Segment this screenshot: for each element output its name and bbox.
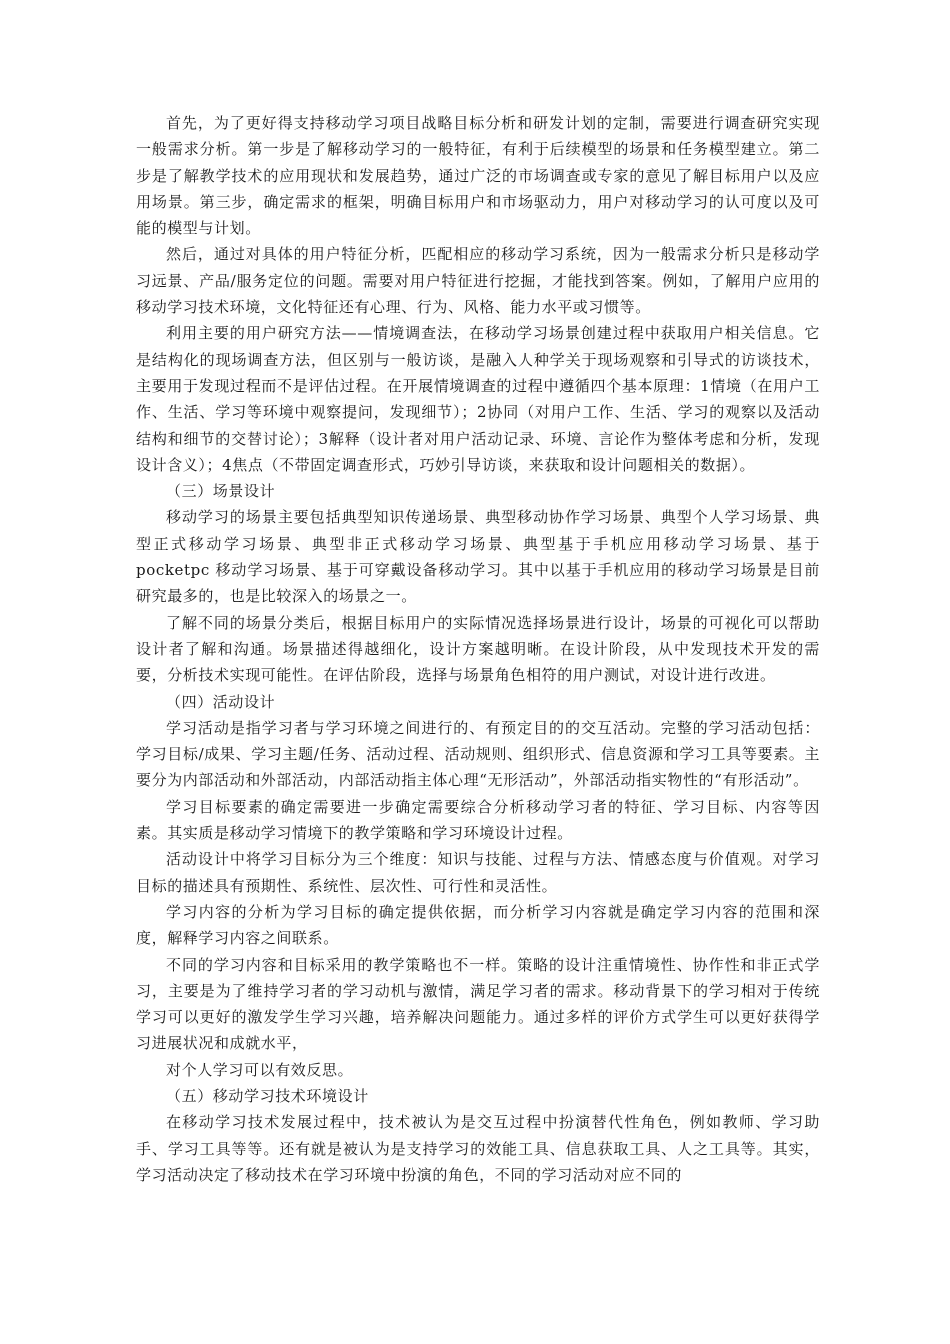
paragraph-goal-dimensions: 活动设计中将学习目标分为三个维度：知识与技能、过程与方法、情感态度与价值观。对学习目标的描述具有预期性、系统性、层次性、可行性和灵活性。: [136, 850, 820, 895]
section-heading-tech-environment: （五）移动学习技术环境设计: [166, 1086, 369, 1105]
paragraph-general-needs-analysis: 首先，为了更好得支持移动学习项目战略目标分析和研发计划的定制，需要进行调查研究实现一般需求分析。第一步是了解移动学习的一般特征，有利于后续模型的场景和任务模型建立。第二步是了解教学技术的应用现状和发展趋势，通过广泛的市场调查或专家的意见了解目标用户以及应用场景。第三步，确定需求的框架，明确目标用户和市场驱动力，用户对移动学习的认可度以及可能的模型与计划。: [136, 114, 820, 238]
paragraph-contextual-inquiry: 利用主要的用户研究方法——情境调查法，在移动学习场景创建过程中获取用户相关信息。它是结构化的现场调查方法，但区别与一般访谈，是融入人种学关于现场观察和引导式的访谈技术，主要用于发现过程而不是评估过程。在开展情境调查的过程中遵循四个基本原理：1情境（在用户工作、生活、学习等环境中观察提问，发现细节）；2协同（对用户工作、生活、学习的观察以及活动结构和细节的交替讨论）；3解释（设计者对用户活动记录、环境、言论作为整体考虑和分析，发现设计含义）；4焦点（不带固定调查形式，巧妙引导访谈，来获取和设计问题相关的数据）。: [136, 324, 820, 474]
paragraph-scenario-selection: 了解不同的场景分类后，根据目标用户的实际情况选择场景进行设计，场景的可视化可以帮助设计者了解和沟通。场景描述得越细化，设计方案越明晰。在设计阶段，从中发现技术开发的需要，分析技术实现可能性。在评估阶段，选择与场景角色相符的用户测试，对设计进行改进。: [136, 613, 820, 685]
paragraph-learning-goals: 学习目标要素的确定需要进一步确定需要综合分析移动学习者的特征、学习目标、内容等因素。其实质是移动学习情境下的教学策略和学习环境设计过程。: [136, 797, 820, 843]
document-page: [136, 110, 820, 1188]
paragraph-tech-roles: 在移动学习技术发展过程中，技术被认为是交互过程中扮演替代性角色，例如教师、学习助手、学习工具等等。还有就是被认为是支持学习的效能工具、信息获取工具、人之工具等。其实，学习活动决定了移动技术在学习环境中扮演的角色，不同的学习活动对应不同的: [136, 1113, 820, 1184]
paragraph-scenario-types: 移动学习的场景主要包括典型知识传递场景、典型移动协作学习场景、典型个人学习场景、典型正式移动学习场景、典型非正式移动学习场景、典型基于手机应用移动学习场景、基于 pocketpc 移动学习场景、基于可穿戴设备移动学习。其中以基于手机应用的移动学习场景是目前研究最多的，也是比较深入的场景之一。: [136, 508, 820, 606]
paragraph-content-analysis: 学习内容的分析为学习目标的确定提供依据，而分析学习内容就是确定学习内容的范围和深度，解释学习内容之间联系。: [136, 902, 820, 948]
paragraph-learning-activity: 学习活动是指学习者与学习环境之间进行的、有预定目的的交互活动。完整的学习活动包括：学习目标/成果、学习主题/任务、活动过程、活动规则、组织形式、信息资源和学习工具等要素。主要分为内部活动和外部活动，内部活动指主体心理“无形活动”，外部活动指实物性的“有形活动”。: [136, 718, 820, 790]
paragraph-self-reflection: 对个人学习可以有效反思。: [166, 1060, 354, 1079]
paragraph-user-characteristics: 然后，通过对具体的用户特征分析，匹配相应的移动学习系统，因为一般需求分析只是移动学习远景、产品/服务定位的问题。需要对用户特征进行挖掘，才能找到答案。例如，了解用户应用的移动学习技术环境，文化特征还有心理、行为、风格、能力水平或习惯等。: [136, 245, 820, 317]
paragraph-teaching-strategy: 不同的学习内容和目标采用的教学策略也不一样。策略的设计注重情境性、协作性和非正式学习，主要是为了维持学习者的学习动机与激情，满足学习者的需求。移动背景下的学习相对于传统学习可以更好的激发学生学习兴趣，培养解决问题能力。通过多样的评价方式学生可以更好获得学习进展状况和成就水平，: [136, 955, 820, 1053]
section-heading-activity-design: （四）活动设计: [166, 692, 276, 711]
section-heading-scenario-design: （三）场景设计: [166, 482, 276, 501]
